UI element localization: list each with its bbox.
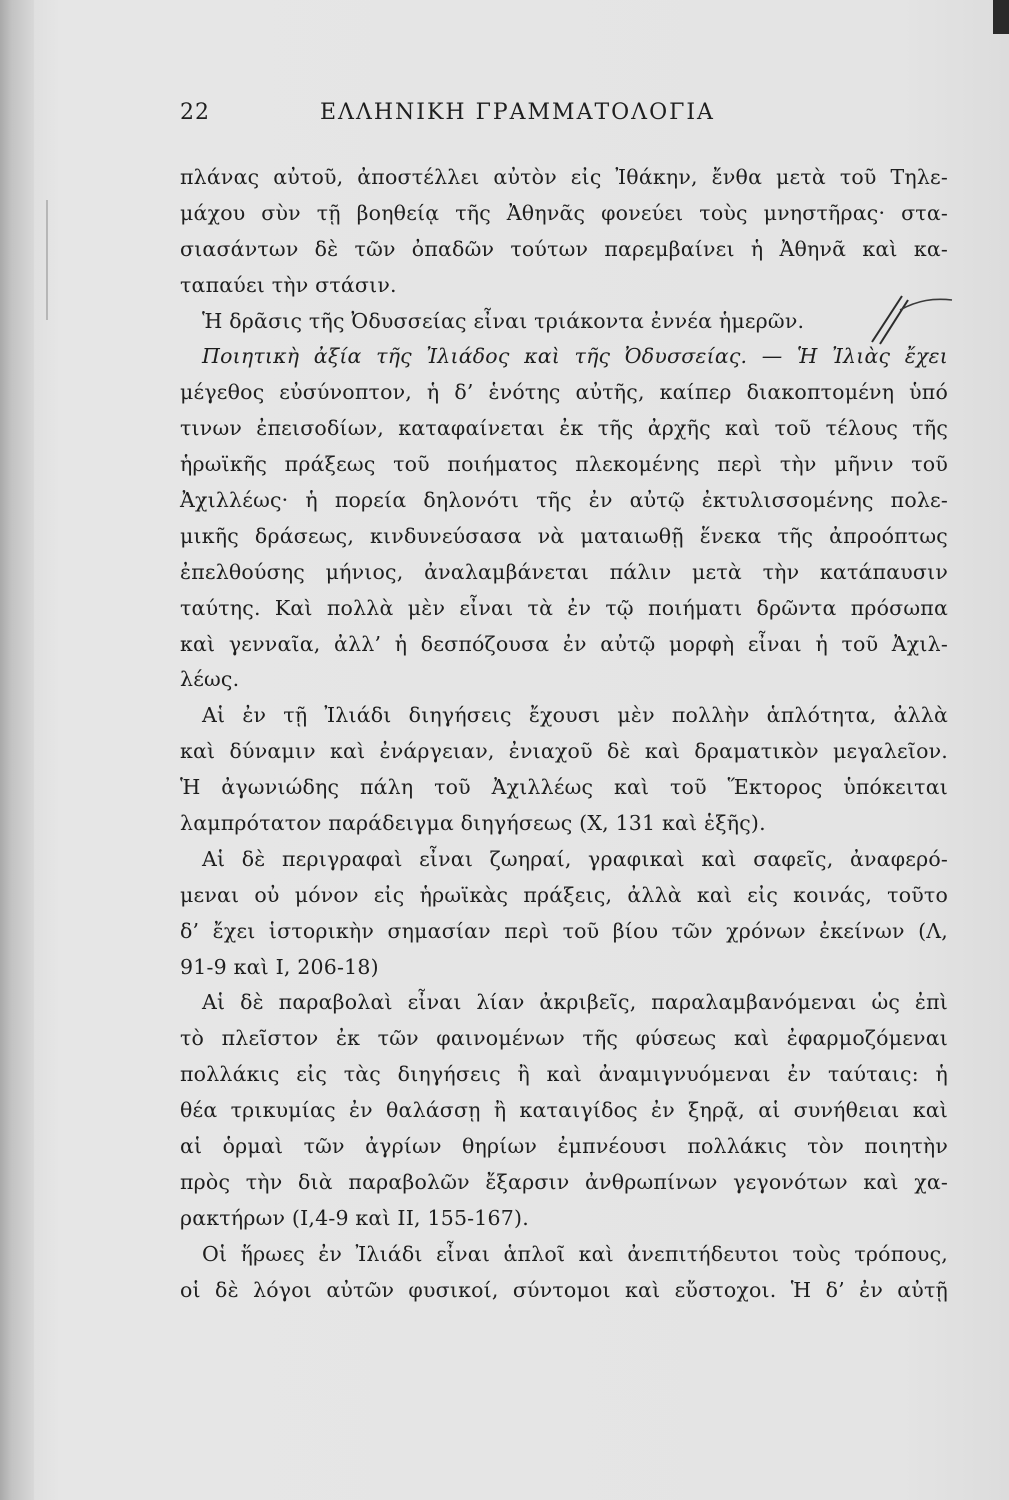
text-line: οἱ δὲ λόγοι αὐτῶν φυσικοί, σύντομοι καὶ εὔστοχοι. Ἡ δ’ ἐν αὐτῇ	[180, 1277, 948, 1302]
text-line: πρὸς τὴν διὰ παραβολῶν ἔξαρσιν ἀνθρωπίνων γεγονότων καὶ χα-	[180, 1169, 948, 1194]
text-line: θέα τρικυμίας ἐν θαλάσσῃ ἢ καταιγίδος ἐν ξηρᾷ, αἱ συνήθειαι καὶ	[180, 1098, 948, 1123]
text-line: μάχου σὺν τῇ βοηθείᾳ τῆς Ἀθηνᾶς φονεύει τοὺς μνηστῆρας· στα-	[180, 200, 948, 225]
text-line: Οἱ ἥρωες ἐν Ἰλιάδι εἶναι ἁπλοῖ καὶ ἀνεπιτήδευτοι τοὺς τρόπους,	[202, 1241, 948, 1266]
text-line: μικῆς δράσεως, κινδυνεύσασα νὰ ματαιωθῇ ἕνεκα τῆς ἀπροόπτως	[180, 523, 948, 548]
text-line: σιασάντων δὲ τῶν ὀπαδῶν τούτων παρεμβαίνει ἡ Ἀθηνᾶ καὶ κα-	[180, 236, 948, 261]
binding-gutter-shadow	[0, 0, 34, 1500]
text-line: λαμπρότατον παράδειγμα διηγήσεως (Χ, 131 καὶ ἑξῆς).	[180, 811, 766, 836]
text-line: καὶ γενναῖα, ἀλλ’ ἡ δεσπόζουσα ἐν αὐτῷ μορφὴ εἶναι ἡ τοῦ Ἀχιλ-	[180, 631, 948, 656]
text-line: Ἀχιλλέως· ἡ πορεία δηλονότι τῆς ἐν αὐτῷ ἐκτυλισσομένης πολε-	[180, 488, 948, 513]
running-title: ΕΛΛΗΝΙΚΗ ΓΡΑΜΜΑΤΟΛΟΓΙΑ	[320, 100, 715, 125]
text-line: ἡρωϊκῆς πράξεως τοῦ ποιήματος πλεκομένης περὶ τὴν μῆνιν τοῦ	[180, 452, 948, 477]
text-line: τινων ἐπεισοδίων, καταφαίνεται ἐκ τῆς ἀρχῆς καὶ τοῦ τέλους τῆς	[180, 416, 948, 441]
scan-corner-mark	[993, 0, 1009, 34]
body-text	[180, 160, 948, 1309]
text-line: πλάνας αὐτοῦ, ἀποστέλλει αὐτὸν εἰς Ἰθάκην, ἔνθα μετὰ τοῦ Τηλε-	[180, 165, 948, 189]
text-line: Ἡ δρᾶσις τῆς Ὀδυσσείας εἶναι τριάκοντα ἐννέα ἡμερῶν.	[202, 308, 805, 333]
text-line: πολλάκις εἰς τὰς διηγήσεις ἢ καὶ ἀναμιγνυόμεναι ἐν ταύταις: ἡ	[180, 1062, 948, 1087]
text-line: μέγεθος εὐσύνοπτον, ἡ δ’ ἑνότης αὐτῆς, καίπερ διακοπτομένη ὑπό	[180, 380, 948, 405]
text-line: καὶ δύναμιν καὶ ἐνάργειαν, ἐνιαχοῦ δὲ καὶ δραματικὸν μεγαλεῖον.	[180, 739, 948, 764]
text-line: δ’ ἔχει ἱστορικὴν σημασίαν περὶ τοῦ βίου τῶν χρόνων ἐκείνων (Λ,	[180, 918, 948, 943]
text-line: ἐπελθούσης μήνιος, ἀναλαμβάνεται πάλιν μετὰ τὴν κατάπαυσιν	[180, 559, 948, 584]
text-line: Αἱ ἐν τῇ Ἰλιάδι διηγήσεις ἔχουσι μὲν πολλὴν ἁπλότητα, ἀλλὰ	[202, 703, 948, 728]
binding-edge-mark	[46, 200, 52, 320]
text-line: μεναι οὐ μόνον εἰς ἡρωϊκὰς πράξεις, ἀλλὰ καὶ εἰς κοινάς, τοῦτο	[180, 882, 948, 907]
text-line: λέως.	[180, 667, 240, 692]
text-line: Αἱ δὲ παραβολαὶ εἶναι λίαν ἀκριβεῖς, παραλαμβανόμεναι ὡς ἐπὶ	[202, 990, 948, 1015]
text-line: αἱ ὁρμαὶ τῶν ἀγρίων θηρίων ἐμπνέουσι πολλάκις τὸν ποιητὴν	[180, 1134, 948, 1159]
text-line: ταπαύει τὴν στάσιν.	[180, 272, 397, 297]
page-number: 22	[180, 100, 210, 125]
text-line: 91-9 καὶ Ι, 206-18)	[180, 954, 379, 979]
text-line: ρακτήρων (Ι,4-9 καὶ ΙΙ, 155-167).	[180, 1205, 529, 1230]
text-line: ταύτης. Καὶ πολλὰ μὲν εἶναι τὰ ἐν τῷ ποιήματι δρῶντα πρόσωπα	[180, 595, 948, 620]
pen-mark-icon	[866, 290, 956, 350]
text-line: Ἡ ἀγωνιώδης πάλη τοῦ Ἀχιλλέως καὶ τοῦ Ἕκτορος ὑπόκειται	[180, 775, 948, 800]
text-line: Αἱ δὲ περιγραφαὶ εἶναι ζωηραί, γραφικαὶ καὶ σαφεῖς, ἀναφερό-	[202, 846, 948, 871]
running-head	[180, 100, 948, 134]
text-line: τὸ πλεῖστον ἐκ τῶν φαινομένων τῆς φύσεως καὶ ἐφαρμοζόμεναι	[180, 1026, 948, 1051]
section-heading-line: Ποιητικὴ ἀξία τῆς Ἰλιάδος καὶ τῆς Ὀδυσσείας. — Ἡ Ἰλιὰς ἔχει	[202, 344, 948, 369]
